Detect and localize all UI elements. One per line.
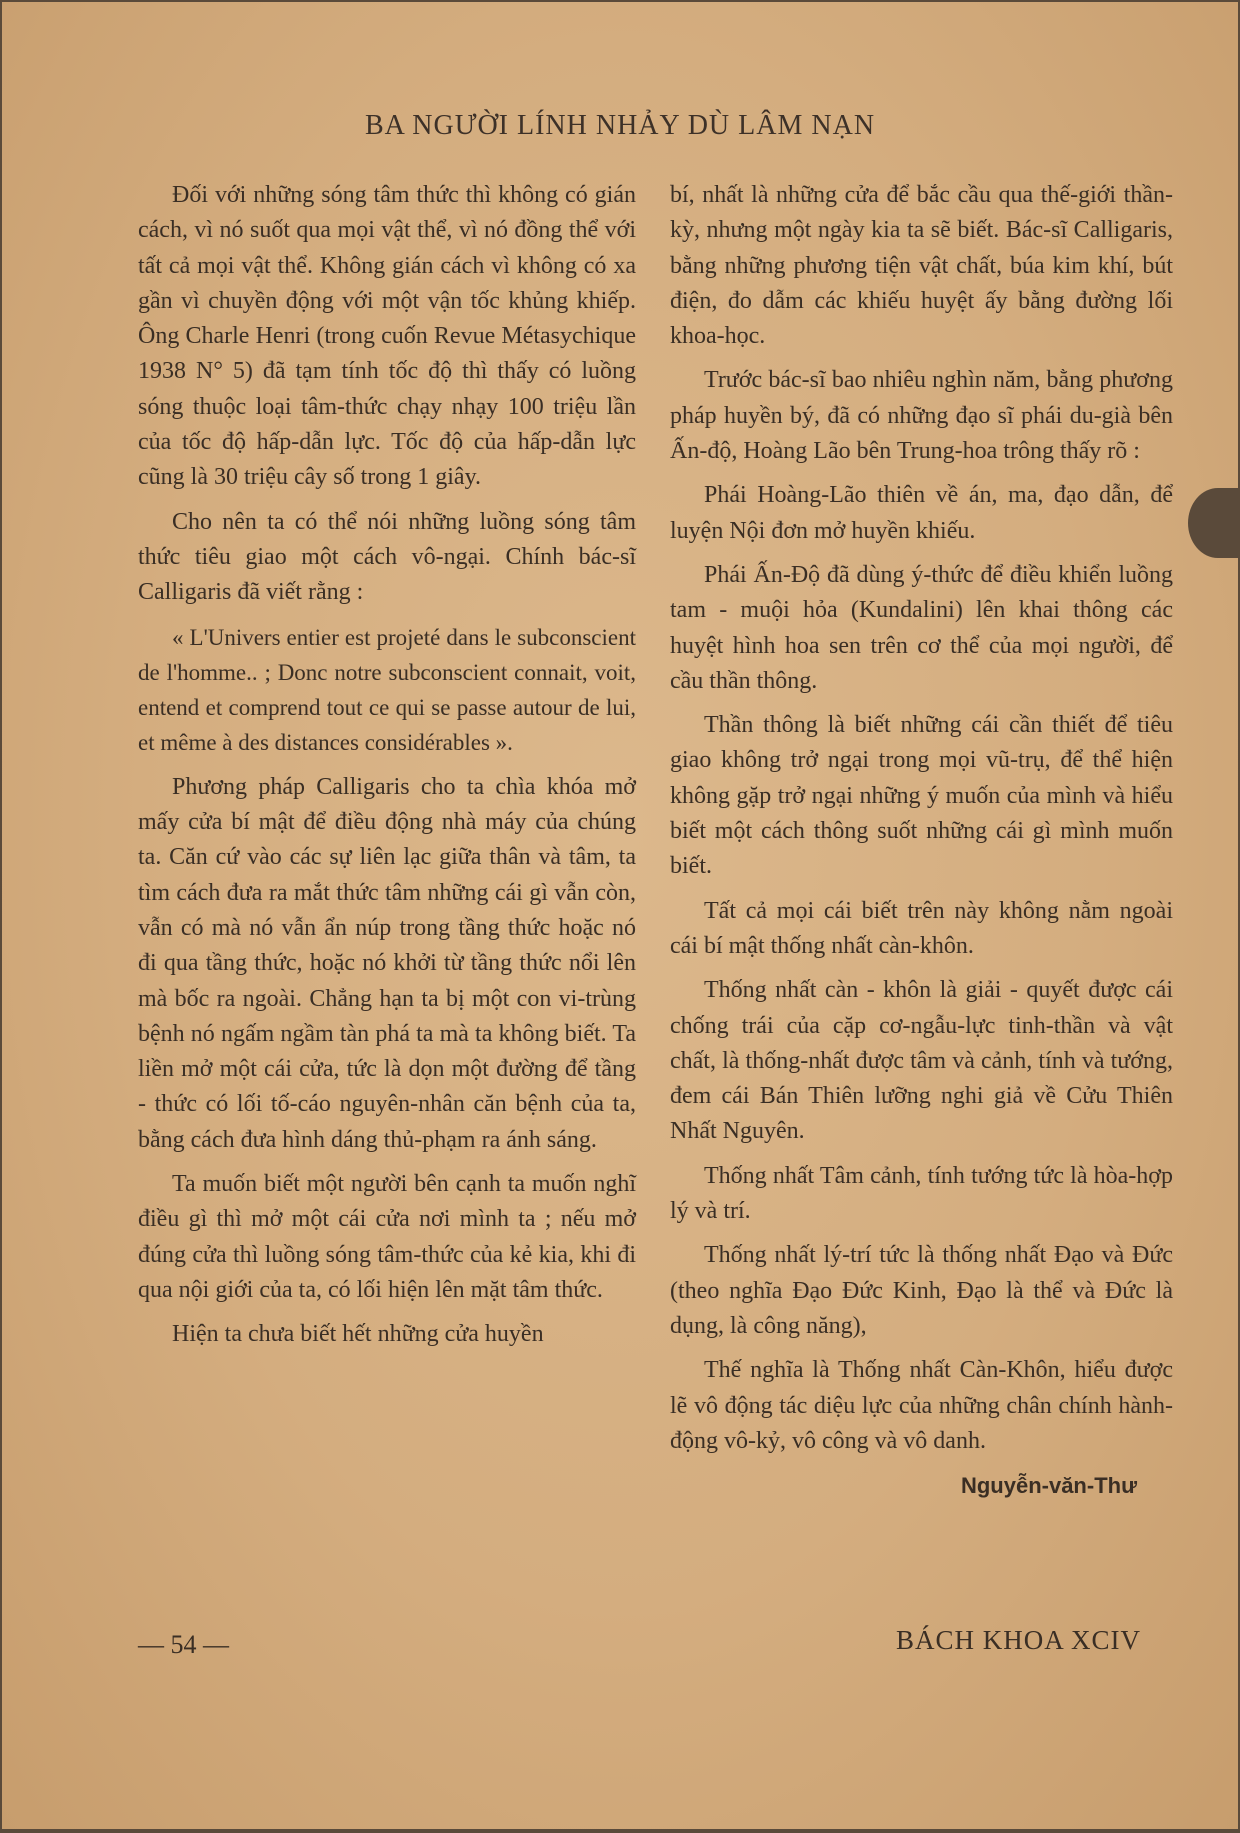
right-column [670,178,1173,1503]
author-signature: Nguyễn-văn-Thư [960,1473,1137,1499]
paragraph: Hiện ta chưa biết hết những cửa huyền [172,1321,544,1348]
paragraph: Trước bác-sĩ bao nhiêu nghìn năm, bằng phương pháp huyền bý, đã có những đạo sĩ phái du-già bên Ấn-độ, Hoàng Lão bên Trung-hoa trông thấy rõ : [670,367,1173,465]
paragraph: Phái Ấn-Độ đã dùng ý-thức để điều khiển luồng tam - muội hỏa (Kundalini) lên khai thông các huyệt hình hoa sen trên cơ thể của mọi người, để cầu thần thông. [670,561,1173,694]
paragraph: Phương pháp Calligaris cho ta chìa khóa mở mấy cửa bí mật để điều động nhà máy của chúng ta. Căn cứ vào các sự liên lạc giữa thân và tâm, ta tìm cách đưa ra mắt thức tâm những cái gì vẫn còn, vẫn có mà nó vẫn ẩn núp trong tầng thức hoặc nó đi qua tầng thức, hoặc nó khởi từ tầng thức nổi lên mà bốc ra ngoài. Chẳng hạn ta bị một con vi-trùng bệnh nó ngấm ngầm tàn phá ta mà ta không biết. Ta liền mở một cái cửa, tức là dọn một đường để tầng - thức có lối tố-cáo nguyên-nhân căn bệnh của ta, bằng cách đưa hình dáng thủ-phạm ra ánh sáng. [138,773,636,1153]
torn-edge [1188,488,1238,558]
running-title: BA NGƯỜI LÍNH NHẢY DÙ LÂM NẠN [364,110,876,141]
page-number: — 54 — [138,1630,229,1659]
paragraph: Đối với những sóng tâm thức thì không có gián cách, vì nó suốt qua mọi vật thể, vì nó đồng thể với tất cả mọi vật thể. Không gián cách vì không có xa gần vì chuyền động với một vận tốc khủng khiếp. Ông Charle Henri (trong cuốn Revue Métasychique 1938 N° 5) đã tạm tính tốc độ thì thấy có luồng sóng thuộc loại tâm-thức chạy nhạy 100 triệu lần của tốc độ hấp-dẫn lực. Tốc độ của hấp-dẫn lực cũng là 30 triệu cây số trong 1 giây. [138,182,636,491]
paragraph: Thần thông là biết những cái cần thiết để tiêu giao không trở ngại trong mọi vũ-trụ, để thể hiện không gặp trở ngại những ý muốn của mình và hiểu biết một cách thông suốt những cái gì mình muốn biết. [670,712,1173,880]
paragraph: Tất cả mọi cái biết trên này không nằm ngoài cái bí mật thống nhất càn-khôn. [670,897,1173,959]
journal-name: BÁCH KHOA XCIV [896,1625,1142,1655]
paragraph: Thống nhất lý-trí tức là thống nhất Đạo và Đức (theo nghĩa Đạo Đức Kinh, Đạo là thể và Đức là dụng, là công năng), [670,1242,1173,1339]
paragraph: Thống nhất Tâm cảnh, tính tướng tức là hòa-hợp lý và trí. [670,1162,1173,1225]
magazine-page [2,2,1238,1829]
paragraph: Thế nghĩa là Thống nhất Càn-Khôn, hiểu được lẽ vô động tác diệu lực của những chân chính hành-động vô-kỷ, vô công và vô danh. [670,1357,1173,1454]
paragraph: Phái Hoàng-Lão thiên về án, ma, đạo dẫn, để luyện Nội đơn mở huyền khiếu. [670,482,1173,544]
paragraph: Thống nhất càn - khôn là giải - quyết được cái chống trái của cặp cơ-ngẫu-lực tinh-thần và vật chất, là thống-nhất được tâm và cảnh, tính và tướng, đem cái Bán Thiên lưỡng nghi giả về Cửu Thiên Nhất Nguyên. [670,977,1173,1145]
paragraph: bí, nhất là những cửa để bắc cầu qua thế-giới thần-kỳ, nhưng một ngày kia ta sẽ biết. Bác-sĩ Calligaris, bằng những phương tiện vật chất, búa kim khí, bút điện, đo dẫm các khiếu huyệt ấy bằng đường lối khoa-học. [670,182,1173,350]
paragraph: Cho nên ta có thể nói những luồng sóng tâm thức tiêu giao một cách vô-ngại. Chính bác-sĩ Calligaris đã viết rằng : [138,508,636,606]
left-column [138,178,636,1362]
french-quote: « L'Univers entier est projeté dans le subconscient de l'homme.. ; Donc notre subconscient connait, voit, entend et comprend tout ce qui se passe autour de lui, et même à des distances considérables ». [138,624,636,756]
paragraph: Ta muốn biết một người bên cạnh ta muốn nghĩ điều gì thì mở một cái cửa nơi mình ta ; nếu mở đúng cửa thì luồng sóng tâm-thức của kẻ kia, khi đi qua nội giới của ta, có lối hiện lên mặt tâm thức. [138,1171,636,1303]
